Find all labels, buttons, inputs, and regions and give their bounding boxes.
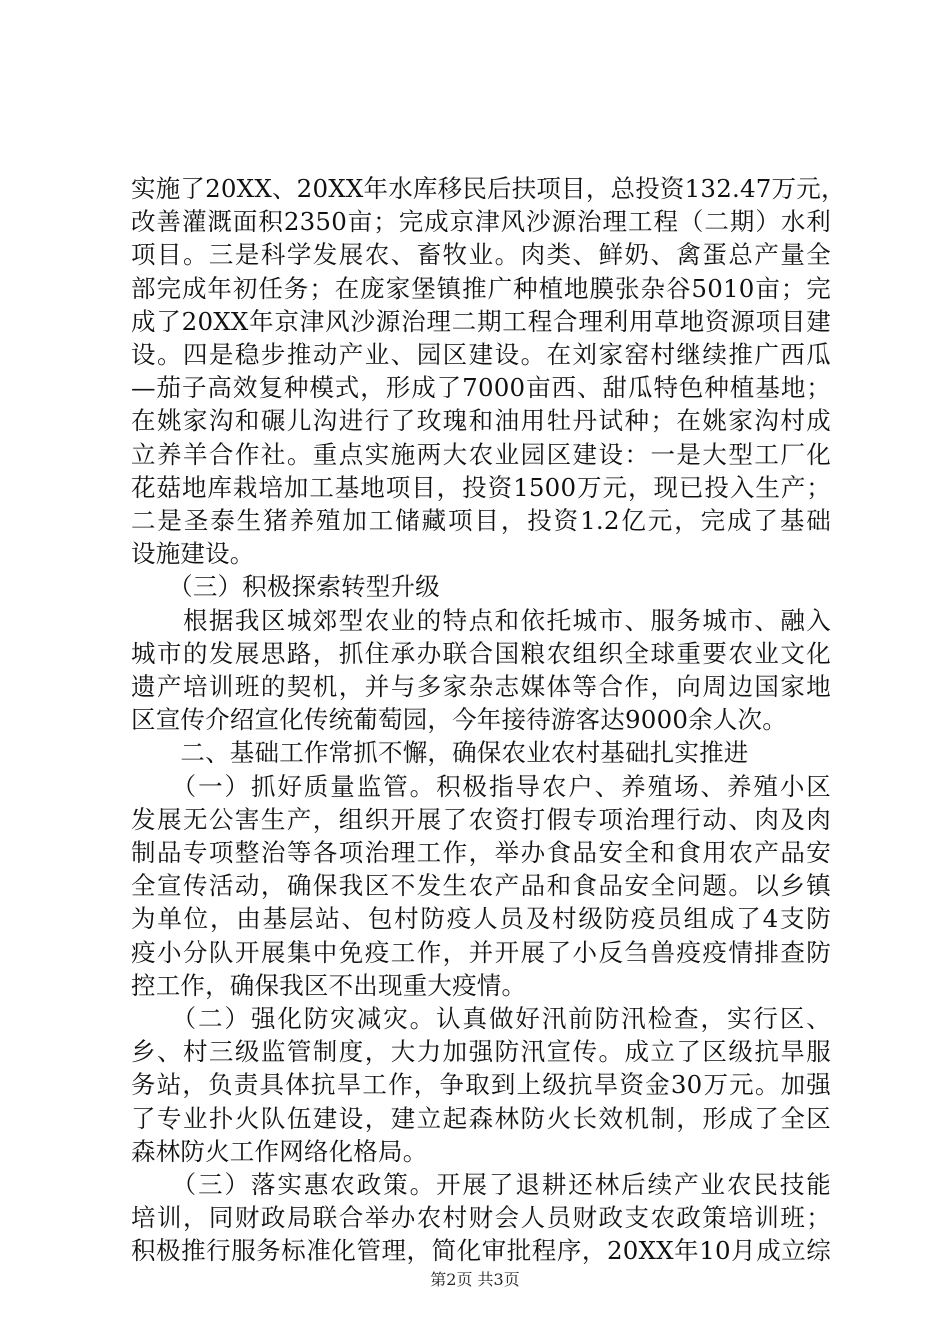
body-text-line: 了专业扑火队伍建设，建立起森林防火长效机制，形成了全区	[131, 1103, 831, 1133]
body-text-line: 设施建设。	[131, 539, 255, 569]
body-text-line: 全宣传活动，确保我区不发生农产品和食品安全问题。以乡镇	[131, 871, 831, 901]
body-text-line: 森林防火工作网络化格局。	[131, 1136, 428, 1166]
body-text-line: 成了20XX年京津风沙源治理二期工程合理利用草地资源项目建	[131, 306, 831, 336]
page-number: 第2页 共3页	[430, 1270, 520, 1289]
body-text-line: 务站，负责具体抗旱工作，争取到上级抗旱资金30万元。加强	[131, 1070, 831, 1100]
body-text-line: 设。四是稳步推动产业、园区建设。在刘家窑村继续推广西瓜	[131, 340, 831, 369]
body-text-line: 控工作，确保我区不出现重大疫情。	[131, 970, 527, 1000]
body-text-line: 花菇地库栽培加工基地项目，投资1500万元，现已投入生产；	[131, 472, 831, 502]
body-text-line: 乡、村三级监管制度，大力加强防汛宣传。成立了区级抗旱服	[131, 1037, 831, 1067]
body-text-line: 项目。三是科学发展农、畜牧业。肉类、鲜奶、禽蛋总产量全	[131, 240, 831, 270]
body-text-line: —茄子高效复种模式，形成了7000亩西、甜瓜特色种植基地；	[131, 373, 831, 403]
body-text-line: （三）落实惠农政策。开展了退耕还林后续产业农民技能	[131, 1170, 831, 1199]
body-text-line: 遗产培训班的契机，并与多家杂志媒体等合作，向周边国家地	[131, 672, 831, 701]
body-text-line: 实施了20XX、20XX年水库移民后扶项目，总投资132.47万元，	[131, 174, 846, 203]
body-text-line: 为单位，由基层站、包村防疫人员及村级防疫员组成了4支防	[131, 904, 831, 934]
body-text-line: （二）强化防灾减灾。认真做好汛前防汛检查，实行区、	[131, 1004, 831, 1033]
body-text-line: 培训，同财政局联合举办农村财会人员财政支农政策培训班；	[131, 1203, 831, 1233]
body-text-line: 立养羊合作社。重点实施两大农业园区建设：一是大型工厂化	[131, 439, 831, 469]
body-text-line: 改善灌溉面积2350亩；完成京津风沙源治理工程（二期）水利	[131, 207, 831, 237]
body-text-line: 区宣传介绍宣化传统葡萄园，今年接待游客达9000余人次。	[131, 705, 787, 735]
section-heading: （三）积极探索转型升级	[131, 572, 440, 602]
body-text-line: 发展无公害生产，组织开展了农资打假专项治理行动、肉及肉	[131, 804, 831, 834]
body-text-line: 根据我区城郊型农业的特点和依托城市、服务城市、融入	[131, 605, 831, 635]
section-heading: 二、基础工作常抓不懈，确保农业农村基础扎实推进	[131, 738, 749, 768]
body-text-line: 积极推行服务标准化管理，简化审批程序，20XX年10月成立综	[131, 1236, 831, 1266]
body-text-line: （一）抓好质量监管。积极指导农户、养殖场、养殖小区	[131, 771, 831, 801]
body-text-line: 疫小分队开展集中免疫工作，并开展了小反刍兽疫疫情排查防	[131, 937, 831, 967]
body-text-line: 部完成年初任务；在庞家堡镇推广种植地膜张杂谷5010亩；完	[131, 273, 831, 303]
body-text-line: 在姚家沟和碾儿沟进行了玫瑰和油用牡丹试种；在姚家沟村成	[131, 406, 831, 436]
body-text-line: 制品专项整治等各项治理工作，举办食品安全和食用农产品安	[131, 838, 831, 867]
body-text-line: 城市的发展思路，抓住承办联合国粮农组织全球重要农业文化	[131, 638, 831, 668]
body-text-line: 二是圣泰生猪养殖加工储藏项目，投资1.2亿元，完成了基础	[131, 506, 831, 535]
